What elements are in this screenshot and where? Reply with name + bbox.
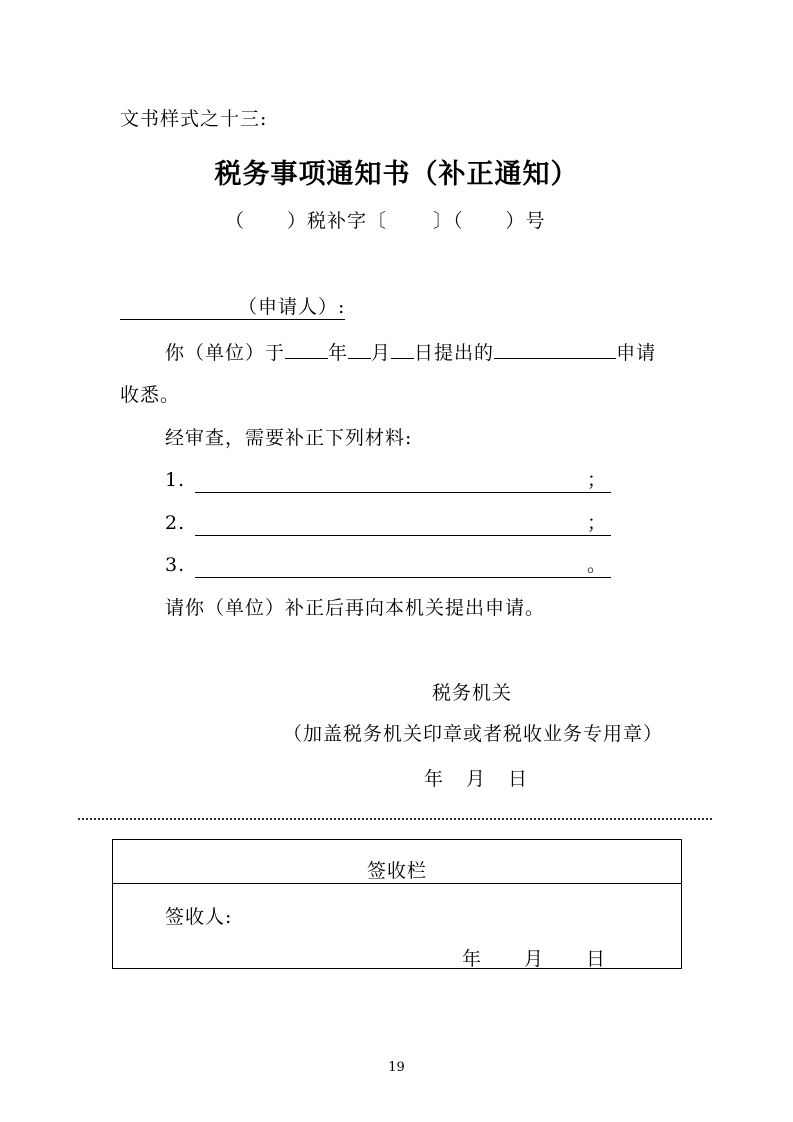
application-blank xyxy=(494,357,616,359)
document-title: 税务事项通知书（补正通知） xyxy=(214,159,579,190)
doc-number-bracket-close: 〕（ xyxy=(433,210,464,232)
list-item-end: ； xyxy=(587,469,608,491)
receipt-year: 年 xyxy=(462,948,483,970)
document-number-line xyxy=(225,206,546,233)
day-submitted-label: 日提出的 xyxy=(414,342,495,364)
seal-note: （加盖税务机关印章或者税收业务专用章） xyxy=(283,723,664,745)
list-item xyxy=(165,465,611,493)
document-style-label: 文书样式之十三: xyxy=(120,108,268,130)
addressee-underline xyxy=(120,292,345,320)
list-item-number: 2. xyxy=(165,512,186,534)
closing-line: 请你（单位）补正后再向本机关提出申请。 xyxy=(165,597,546,619)
list-item-end: 。 xyxy=(587,554,608,576)
addressee-line xyxy=(120,292,345,320)
day-blank xyxy=(391,357,414,359)
tax-authority-label: 税务机关 xyxy=(432,682,513,704)
signature-month: 月 xyxy=(466,768,487,790)
signer-label: 签收人: xyxy=(165,906,233,928)
receipt-day: 日 xyxy=(586,948,607,970)
doc-number-suffix-2: ）号 xyxy=(505,210,546,232)
doc-number-open: （ xyxy=(225,210,246,232)
receipt-header: 签收栏 xyxy=(366,860,427,882)
body-line-2: 收悉。 xyxy=(120,384,181,406)
list-item xyxy=(165,508,611,536)
dotted-cut-line xyxy=(78,818,712,820)
list-item-underline xyxy=(195,508,611,536)
year-blank xyxy=(285,357,328,359)
receipt-month: 月 xyxy=(524,948,545,970)
list-item xyxy=(165,550,611,578)
addressee-label: （申请人）: xyxy=(238,296,346,318)
doc-number-suffix-1: ）税补字〔 xyxy=(287,210,388,232)
year-label: 年 xyxy=(328,342,349,364)
signature-day: 日 xyxy=(508,768,529,790)
review-line: 经审查，需要补正下列材料: xyxy=(165,427,413,449)
receipt-divider xyxy=(113,883,681,884)
month-blank xyxy=(348,357,371,359)
month-label: 月 xyxy=(371,342,392,364)
list-item-number: 3. xyxy=(165,554,186,576)
apply-tail: 申请 xyxy=(616,342,657,364)
list-item-end: ； xyxy=(587,512,608,534)
receipt-box xyxy=(112,839,682,969)
signature-date xyxy=(424,764,528,791)
list-item-underline xyxy=(195,465,611,493)
page-number: 19 xyxy=(388,1060,405,1075)
list-item-underline xyxy=(195,550,611,578)
list-item-number: 1. xyxy=(165,469,186,491)
receipt-date xyxy=(462,944,606,971)
body-unit-prefix: 你（单位）于 xyxy=(165,342,286,364)
body-line-1 xyxy=(165,338,656,365)
signature-year: 年 xyxy=(424,768,445,790)
